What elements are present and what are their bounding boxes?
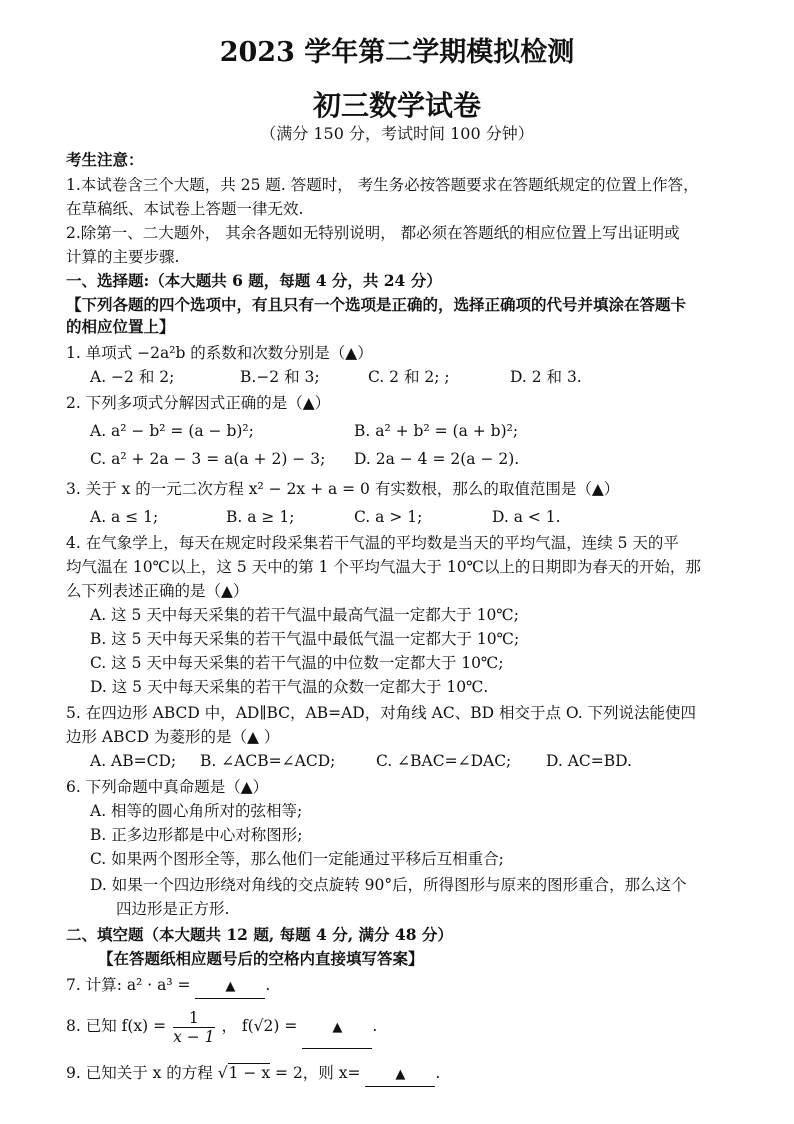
question-6-option-a: A. 相等的圆心角所对的弦相等; — [90, 802, 303, 820]
question-1-option-c: C. 2 和 2; ; — [368, 368, 450, 386]
question-4-option-c: C. 这 5 天中每天采集的若干气温的中位数一定都大于 10℃; — [90, 654, 504, 672]
question-9-prefix: 9. 已知关于 x 的方程 — [66, 1064, 213, 1082]
question-7-stem: 7. 计算: a² · a³ = — [66, 976, 191, 994]
notice-heading: 考生注意： — [66, 150, 144, 169]
question-1-option-a: A. −2 和 2; — [90, 368, 175, 386]
triangle-marker-icon: ▲ — [332, 1020, 343, 1035]
notice-item-1-line-2: 在草稿纸、本试卷上答题一律无效. — [66, 200, 304, 218]
section-1-heading: 一、选择题:（本大题共 6 题，每题 4 分，共 24 分） — [66, 271, 442, 290]
question-3-option-d: D. a < 1. — [492, 508, 561, 526]
question-7 — [66, 974, 270, 999]
question-8-fraction-denominator: x − 1 — [173, 1027, 215, 1046]
question-3-option-b: B. a ≥ 1; — [226, 508, 295, 526]
question-9 — [66, 1062, 440, 1087]
question-6-option-d: D. 如果一个四边形绕对角线的交点旋转 90°后，所得图形与原来的图形重合，那么这个 — [90, 876, 687, 894]
notice-item-2-line-1: 2.除第一、二大题外， 其余各题如无特别说明， 都必须在答题纸的相应位置上写出证明或 — [66, 224, 680, 242]
question-4-option-d: D. 这 5 天中每天采集的若干气温的众数一定都大于 10℃. — [90, 678, 489, 696]
question-8-prefix: 8. 已知 f(x) = — [66, 1017, 167, 1035]
question-5-line-1: 5. 在四边形 ABCD 中，AD∥BC，AB=AD，对角线 AC、BD 相交于点 O. 下列说法能使四 — [66, 704, 697, 722]
question-2-option-a: A. a² − b² = (a − b)²; — [90, 422, 254, 440]
question-8-answer-blank[interactable] — [302, 1006, 372, 1049]
exam-meta: （满分 150 分，考试时间 100 分钟） — [260, 124, 534, 143]
question-1-option-d: D. 2 和 3. — [510, 368, 582, 386]
question-3-option-c: C. a > 1; — [354, 508, 423, 526]
triangle-marker-icon: ▲ — [225, 979, 236, 994]
question-5-line-2: 边形 ABCD 为菱形的是（▲ ） — [66, 728, 280, 746]
question-3-option-a: A. a ≤ 1; — [90, 508, 159, 526]
section-2-instruction: 【在答题纸相应题号后的空格内直接填写答案】 — [98, 949, 424, 968]
question-9-end: . — [435, 1064, 441, 1082]
notice-item-1-line-1: 1.本试卷含三个大题，共 25 题. 答题时， 考生务必按答题要求在答题纸规定的位置上作答， — [66, 176, 699, 194]
question-8 — [66, 1006, 377, 1049]
question-8-fraction-numerator: 1 — [173, 1009, 214, 1028]
section-2-heading: 二、填空题（本大题共 12 题, 每题 4 分, 满分 48 分） — [66, 925, 453, 944]
question-9-mid: = 2，则 x= — [275, 1064, 361, 1082]
question-6-option-b: B. 正多边形都是中心对称图形; — [90, 826, 303, 844]
square-root-icon: √ — [217, 1064, 228, 1082]
question-9-answer-blank[interactable] — [365, 1062, 435, 1087]
question-2-option-b: B. a² + b² = (a + b)²; — [354, 422, 519, 440]
question-6-stem: 6. 下列命题中真命题是（▲） — [66, 778, 269, 796]
question-4-line-1: 4. 在气象学上，每天在规定时段采集若干气温的平均数是当天的平均气温，连续 5 天的平 — [66, 534, 679, 552]
question-2-option-d: D. 2a − 4 = 2(a − 2). — [354, 450, 520, 468]
section-1-instruction-line-2: 的相应位置上】 — [66, 317, 175, 336]
exam-title: 2023 学年第二学期模拟检测 — [219, 37, 575, 68]
question-7-answer-blank[interactable] — [195, 974, 265, 999]
question-8-fraction — [173, 1009, 214, 1046]
question-5-option-c: C. ∠BAC=∠DAC; — [376, 752, 512, 770]
exam-subtitle: 初三数学试卷 — [312, 89, 481, 122]
question-1-stem: 1. 单项式 −2a²b 的系数和次数分别是（▲） — [66, 344, 373, 362]
question-8-end: . — [372, 1017, 378, 1035]
question-4-option-b: B. 这 5 天中每天采集的若干气温中最低气温一定都大于 10℃; — [90, 630, 520, 648]
question-3-stem: 3. 关于 x 的一元二次方程 x² − 2x + a = 0 有实数根，那么的取值范围是（▲） — [66, 480, 620, 498]
question-5-option-a: A. AB=CD; — [90, 752, 177, 770]
question-4-line-2: 均气温在 10℃以上，这 5 天中的第 1 个平均气温大于 10℃以上的日期即为春天的开始，那 — [66, 558, 701, 576]
question-9-radicand: 1 − x — [228, 1064, 271, 1082]
question-6-option-c: C. 如果两个图形全等，那么他们一定能通过平移后互相重合; — [90, 850, 504, 868]
question-6-option-d-continued: 四边形是正方形. — [116, 900, 230, 918]
section-1-instruction-line-1: 【下列各题的四个选项中，有且只有一个选项是正确的，选择正确项的代号并填涂在答题卡 — [66, 295, 687, 314]
question-2-stem: 2. 下列多项式分解因式正确的是（▲） — [66, 394, 331, 412]
question-4-line-3: 么下列表述正确的是（▲） — [66, 582, 249, 600]
triangle-marker-icon: ▲ — [395, 1067, 406, 1082]
question-8-mid: ， f(√2) = — [221, 1017, 298, 1035]
question-2-option-c: C. a² + 2a − 3 = a(a + 2) − 3; — [90, 450, 326, 468]
question-4-option-a: A. 这 5 天中每天采集的若干气温中最高气温一定都大于 10℃; — [90, 606, 519, 624]
notice-item-2-line-2: 计算的主要步骤. — [66, 248, 180, 266]
question-5-option-d: D. AC=BD. — [546, 752, 632, 770]
question-7-end: . — [265, 976, 271, 994]
question-1-option-b: B.−2 和 3; — [240, 368, 320, 386]
question-5-option-b: B. ∠ACB=∠ACD; — [200, 752, 336, 770]
